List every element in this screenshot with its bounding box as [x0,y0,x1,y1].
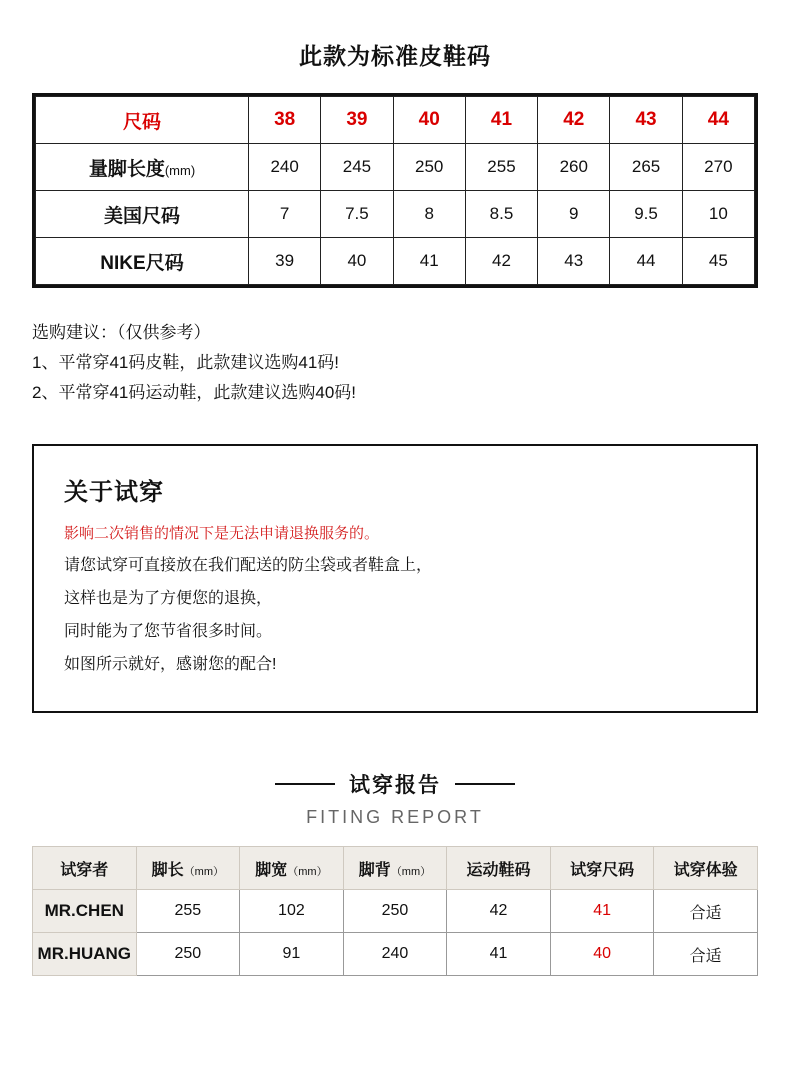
size-row-header [36,144,249,191]
table-row [36,238,755,285]
size-cell: 42 [538,97,610,144]
size-cell: 9 [538,191,610,238]
tester-tried-size: 41 [550,890,654,933]
size-cell: 270 [682,144,754,191]
column-header-label: 试穿尺码 [570,861,635,879]
tester-sport-size: 41 [447,933,551,976]
table-row [33,933,758,976]
table-row [33,890,758,933]
divider-right [455,783,515,785]
column-header-sport-size [447,847,551,890]
size-row-header-label: 量脚长度 [88,158,165,180]
tester-name: MR.CHEN [33,890,137,933]
size-cell: 8.5 [465,191,537,238]
size-cell: 240 [249,144,321,191]
column-header-experience [654,847,758,890]
table-row [36,191,755,238]
size-cell: 7 [249,191,321,238]
size-cell: 260 [538,144,610,191]
tester-foot-length: 250 [136,933,240,976]
column-header-unit: （mm） [183,865,225,878]
fitting-report-heading [0,769,790,828]
column-header-label: 脚背 [358,861,391,879]
tryon-line: 这样也是为了方便您的退换， [64,590,273,607]
purchase-advice [32,318,790,408]
size-cell: 39 [321,97,393,144]
size-cell: 45 [682,238,754,285]
tester-name: MR.HUANG [33,933,137,976]
tester-experience: 合适 [654,933,758,976]
size-chart-table [35,96,755,285]
column-header-tester [33,847,137,890]
tryon-line: 同时能为了您节省很多时间。 [64,623,273,640]
tryon-notice-box [32,444,758,713]
size-cell: 44 [610,238,682,285]
column-header-unit: （mm） [287,865,328,878]
column-header-label: 试穿体验 [673,861,738,879]
size-row-header-label: 尺码 [122,111,161,133]
size-cell: 10 [682,191,754,238]
column-header-unit: （mm） [390,865,432,878]
fitting-report-heading-cn [275,769,515,799]
column-header-label: 试穿者 [60,861,109,879]
advice-line: 2、平常穿41码运动鞋，此款建议选购40码! [32,383,356,402]
tryon-heading: 关于试穿 [64,479,164,506]
column-header-instep [343,847,447,890]
tester-instep: 250 [343,890,447,933]
column-header-tried-size [550,847,654,890]
table-header-row [33,847,758,890]
size-chart-title: 此款为标准皮鞋码 [299,43,491,69]
size-cell: 9.5 [610,191,682,238]
size-cell: 42 [465,238,537,285]
size-row-header-unit: (mm) [164,162,196,178]
size-cell: 41 [393,238,465,285]
size-row-header [36,238,249,285]
size-cell: 40 [393,97,465,144]
size-cell: 41 [465,97,537,144]
table-row [36,97,755,144]
size-cell: 43 [538,238,610,285]
column-header-label: 脚宽 [255,861,288,879]
size-cell: 38 [249,97,321,144]
size-cell: 40 [321,238,393,285]
fitting-report-heading-en: FITING REPORT [306,807,484,827]
tester-foot-width: 91 [240,933,344,976]
tester-tried-size: 40 [550,933,654,976]
tester-sport-size: 42 [447,890,551,933]
size-cell: 39 [249,238,321,285]
size-cell: 7.5 [321,191,393,238]
size-cell: 250 [393,144,465,191]
table-row [36,144,755,191]
divider-left [275,783,335,785]
tester-experience: 合适 [654,890,758,933]
size-cell: 43 [610,97,682,144]
fitting-report-heading-cn-text: 试穿报告 [349,774,441,797]
fitting-report-table [32,846,758,976]
size-row-header-label: 美国尺码 [103,205,180,227]
column-header-label: 运动鞋码 [466,861,531,879]
size-cell: 44 [682,97,754,144]
size-row-header-label: NIKE尺码 [100,252,184,274]
size-cell: 245 [321,144,393,191]
advice-line: 1、平常穿41码皮鞋，此款建议选购41码! [32,353,339,372]
tester-foot-length: 255 [136,890,240,933]
size-row-header [36,97,249,144]
tryon-line: 请您试穿可直接放在我们配送的防尘袋或者鞋盒上， [64,557,433,574]
fitting-report-table-container [32,846,758,976]
size-cell: 255 [465,144,537,191]
size-row-header [36,191,249,238]
tester-instep: 240 [343,933,447,976]
tester-foot-width: 102 [240,890,344,933]
tryon-line: 如图所示就好，感谢您的配合! [64,656,277,673]
column-header-label: 脚长 [151,861,184,879]
size-cell: 8 [393,191,465,238]
size-cell: 265 [610,144,682,191]
size-chart-table-container [32,93,758,288]
column-header-foot-width [240,847,344,890]
column-header-foot-length [136,847,240,890]
advice-title: 选购建议：（仅供参考） [32,323,211,342]
tryon-warning: 影响二次销售的情况下是无法申请退换服务的。 [64,525,380,542]
